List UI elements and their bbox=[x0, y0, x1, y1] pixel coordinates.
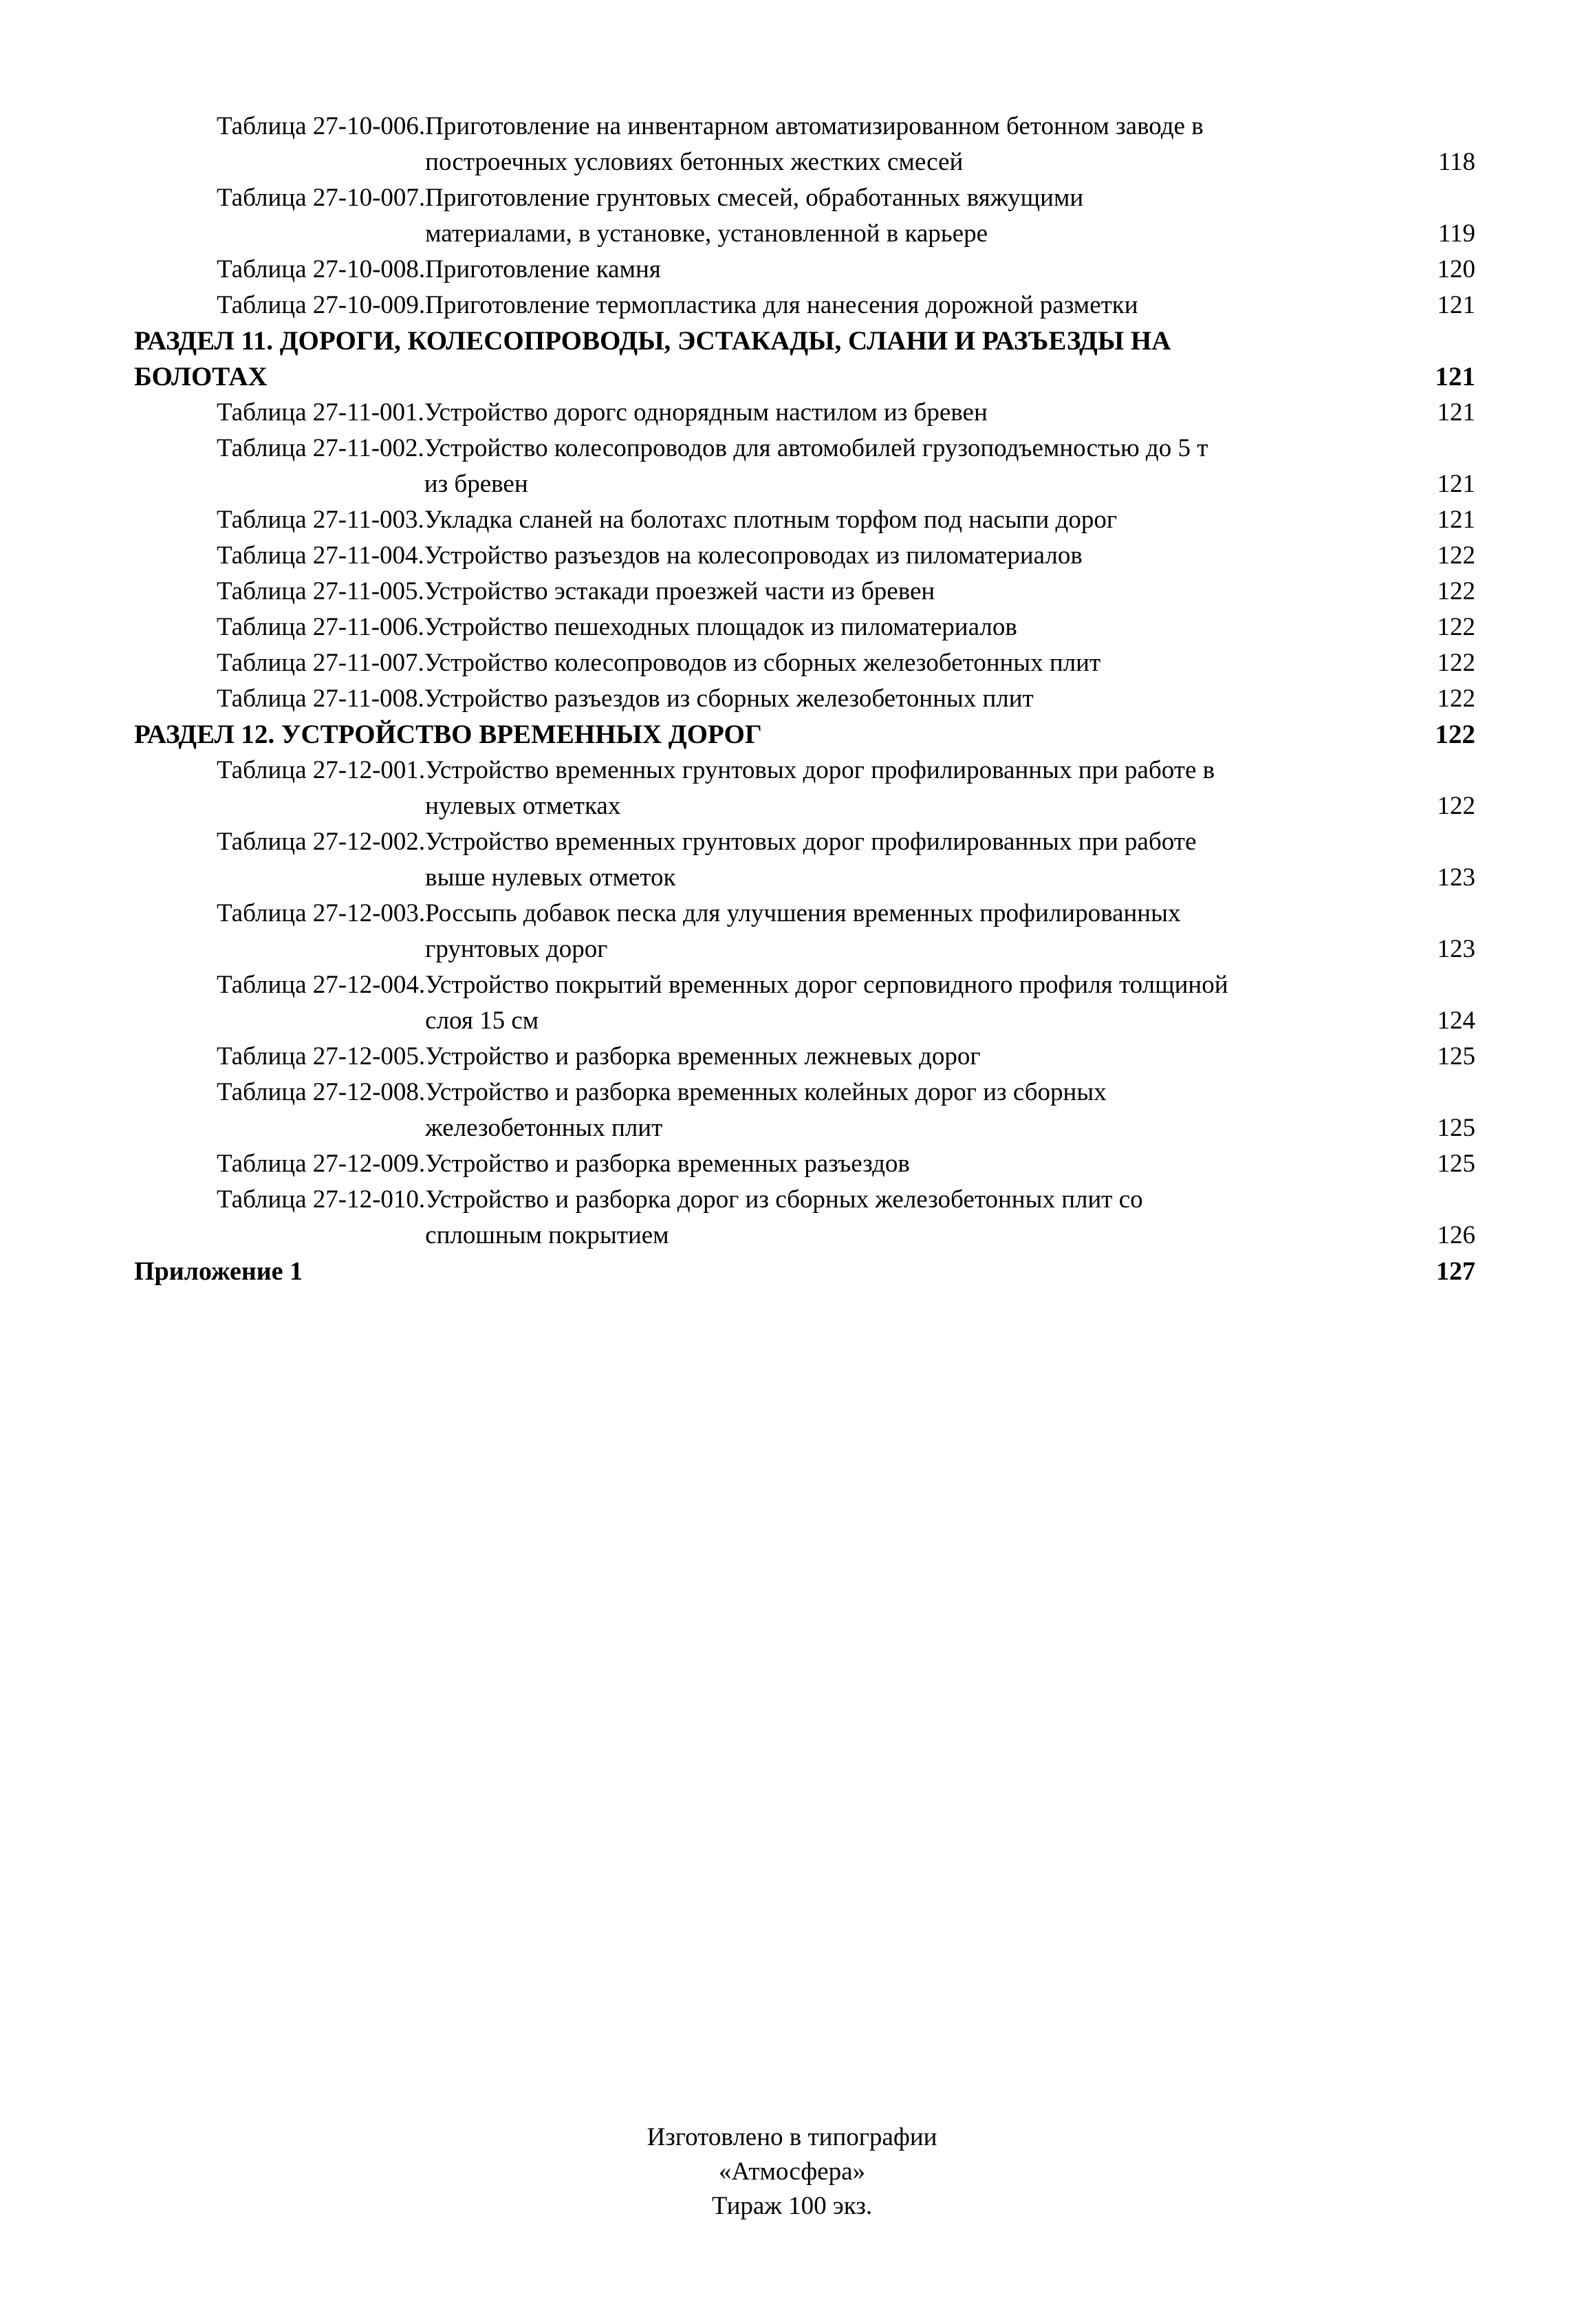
table-title bbox=[425, 753, 1475, 824]
page-number: 122 bbox=[1437, 649, 1475, 677]
page-number: 122 bbox=[1437, 613, 1475, 641]
toc-table-entry bbox=[134, 180, 1475, 252]
table-title-line: Устройство разъездов из сборных железобетонных плит bbox=[424, 685, 1034, 713]
table-of-contents bbox=[134, 109, 1475, 1289]
toc-appendix-entry bbox=[134, 1254, 1475, 1289]
toc-table-entry bbox=[134, 109, 1475, 180]
page-number: 125 bbox=[1437, 1042, 1475, 1070]
table-title bbox=[425, 180, 1475, 252]
table-title-line: железобетонных плит bbox=[425, 1114, 663, 1142]
table-number-label: Таблица 27-11-003. bbox=[217, 506, 424, 534]
toc-section-heading bbox=[134, 717, 1475, 753]
page-number: 122 bbox=[1437, 541, 1475, 570]
table-title bbox=[425, 824, 1475, 896]
table-title bbox=[425, 1146, 1475, 1182]
toc-table-entry bbox=[134, 896, 1475, 967]
table-title bbox=[425, 896, 1475, 967]
toc-section-heading bbox=[134, 323, 1475, 395]
page-number: 122 bbox=[1435, 720, 1475, 749]
table-number-label: Таблица 27-11-001. bbox=[217, 398, 424, 427]
toc-table-entry bbox=[134, 753, 1475, 824]
table-number-label: Таблица 27-12-010. bbox=[217, 1185, 426, 1214]
table-title bbox=[425, 1182, 1475, 1254]
page-number: 121 bbox=[1437, 470, 1475, 498]
page-number: 121 bbox=[1437, 506, 1475, 534]
page-number: 119 bbox=[1437, 219, 1475, 248]
table-title-line: Устройство дорогс однорядным настилом из бревен bbox=[424, 398, 988, 427]
table-title bbox=[424, 395, 1475, 431]
page-number: 125 bbox=[1437, 1150, 1475, 1178]
table-title-line: Устройство разъездов на колесопроводах из пиломатериалов bbox=[424, 541, 1083, 570]
table-title-line: Устройство временных грунтовых дорог профилированных при работе в bbox=[425, 756, 1215, 784]
toc-table-entry bbox=[134, 538, 1475, 574]
table-title-line: из бревен bbox=[424, 470, 528, 498]
table-number-label: Таблица 27-11-005. bbox=[217, 577, 424, 605]
table-number-label: Таблица 27-11-008. bbox=[217, 685, 424, 713]
table-title-line: Устройство пешеходных площадок из пиломатериалов bbox=[424, 613, 1017, 641]
table-title bbox=[424, 645, 1475, 681]
table-title bbox=[425, 1075, 1475, 1146]
table-number-label: Таблица 27-11-007. bbox=[217, 649, 424, 677]
table-number-label: Таблица 27-12-002. bbox=[217, 828, 426, 856]
table-number-label: Таблица 27-10-007. bbox=[217, 184, 426, 212]
page-number: 121 bbox=[1435, 362, 1475, 391]
toc-table-entry bbox=[134, 824, 1475, 896]
table-title bbox=[424, 502, 1475, 538]
section-title-line: РАЗДЕЛ 11. ДОРОГИ, КОЛЕСОПРОВОДЫ, ЭСТАКАДЫ, СЛАНИ И РАЗЪЕЗДЫ НА bbox=[134, 326, 1171, 356]
page-number: 123 bbox=[1437, 935, 1475, 963]
table-title-line: Устройство покрытий временных дорог серповидного профиля толщиной bbox=[425, 971, 1228, 999]
toc-table-entry bbox=[134, 502, 1475, 538]
table-title-line: Устройство и разборка временных колейных дорог из сборных bbox=[425, 1078, 1107, 1106]
table-title-line: Приготовление на инвентарном автоматизированном бетонном заводе в bbox=[425, 112, 1204, 140]
imprint-line-circulation: Тираж 100 экз. bbox=[711, 2192, 873, 2220]
table-title-line: слоя 15 см bbox=[425, 1007, 539, 1035]
toc-table-entry bbox=[134, 431, 1475, 502]
table-title bbox=[425, 252, 1475, 288]
table-number-label: Таблица 27-10-009. bbox=[217, 291, 426, 319]
page-number: 121 bbox=[1437, 291, 1475, 319]
toc-table-entry bbox=[134, 1075, 1475, 1146]
appendix-page-number: 127 bbox=[1436, 1257, 1475, 1286]
table-title-line: Россыпь добавок песка для улучшения временных профилированных bbox=[425, 899, 1181, 927]
table-title bbox=[425, 1039, 1475, 1075]
table-title bbox=[424, 431, 1475, 502]
page-number: 124 bbox=[1437, 1007, 1475, 1035]
page-number: 122 bbox=[1437, 792, 1475, 820]
toc-table-entry bbox=[134, 967, 1475, 1039]
table-title-line: Устройство и разборка временных лежневых дорог bbox=[425, 1042, 981, 1070]
table-title-line: выше нулевых отметок bbox=[425, 863, 676, 892]
section-title bbox=[134, 717, 1475, 753]
table-title bbox=[424, 681, 1475, 717]
toc-table-entry bbox=[134, 574, 1475, 610]
table-title-line: нулевых отметках bbox=[425, 792, 621, 820]
table-title-line: Устройство и разборка временных разъездов bbox=[425, 1150, 910, 1178]
table-number-label: Таблица 27-12-008. bbox=[217, 1078, 426, 1106]
table-title-line: Приготовление термопластика для нанесения дорожной разметки bbox=[425, 291, 1138, 319]
page-number: 121 bbox=[1437, 398, 1475, 427]
page-number: 122 bbox=[1437, 685, 1475, 713]
page-number: 122 bbox=[1437, 577, 1475, 605]
toc-table-entry bbox=[134, 1182, 1475, 1254]
toc-table-entry bbox=[134, 288, 1475, 323]
table-number-label: Таблица 27-11-004. bbox=[217, 541, 424, 570]
table-title bbox=[425, 288, 1475, 323]
table-number-label: Таблица 27-12-003. bbox=[217, 899, 426, 927]
table-title bbox=[424, 538, 1475, 574]
table-title-line: грунтовых дорог bbox=[425, 935, 608, 963]
table-number-label: Таблица 27-12-009. bbox=[217, 1150, 426, 1178]
toc-table-entry bbox=[134, 1039, 1475, 1075]
table-title-line: Приготовление камня bbox=[425, 255, 661, 283]
table-title-line: Устройство временных грунтовых дорог профилированных при работе bbox=[425, 828, 1197, 856]
table-title-line: Устройство колесопроводов из сборных железобетонных плит bbox=[424, 649, 1101, 677]
table-number-label: Таблица 27-10-006. bbox=[217, 112, 426, 140]
imprint-line-name: «Атмосфера» bbox=[718, 2158, 866, 2186]
table-number-label: Таблица 27-12-004. bbox=[217, 971, 426, 999]
toc-table-entry bbox=[134, 610, 1475, 645]
section-title bbox=[134, 323, 1475, 395]
toc-table-entry bbox=[134, 645, 1475, 681]
page-number: 126 bbox=[1437, 1221, 1475, 1249]
page-number: 118 bbox=[1437, 148, 1475, 176]
table-title-line: Приготовление грунтовых смесей, обработанных вяжущими bbox=[425, 184, 1084, 212]
page-number: 125 bbox=[1437, 1114, 1475, 1142]
appendix-label: Приложение 1 bbox=[134, 1257, 303, 1286]
table-title-line: Устройство и разборка дорог из сборных железобетонных плит со bbox=[425, 1185, 1143, 1214]
toc-table-entry bbox=[134, 681, 1475, 717]
printing-imprint bbox=[0, 2120, 1584, 2224]
table-title bbox=[425, 967, 1475, 1039]
table-title-line: Устройство эстакади проезжей части из бревен bbox=[424, 577, 935, 605]
table-title bbox=[425, 109, 1475, 180]
imprint-line-printer: Изготовлено в типографии bbox=[647, 2123, 937, 2151]
table-title-line: Устройство колесопроводов для автомобилей грузоподъемностью до 5 т bbox=[424, 434, 1208, 462]
table-title-line: материалами, в установке, установленной в карьере bbox=[425, 219, 988, 248]
table-title-line: Укладка сланей на болотахс плотным торфом под насыпи дорог bbox=[424, 506, 1118, 534]
page-number: 120 bbox=[1437, 255, 1475, 283]
toc-table-entry bbox=[134, 395, 1475, 431]
table-number-label: Таблица 27-12-005. bbox=[217, 1042, 426, 1070]
section-title-line: РАЗДЕЛ 12. УСТРОЙСТВО ВРЕМЕННЫХ ДОРОГ bbox=[134, 720, 762, 749]
table-title bbox=[424, 610, 1475, 645]
section-title-line: БОЛОТАХ bbox=[134, 362, 268, 391]
table-number-label: Таблица 27-11-002. bbox=[217, 434, 424, 462]
table-number-label: Таблица 27-11-006. bbox=[217, 613, 424, 641]
page-number: 123 bbox=[1437, 863, 1475, 892]
toc-table-entry bbox=[134, 252, 1475, 288]
table-title-line: построечных условиях бетонных жестких смесей bbox=[425, 148, 964, 176]
table-title-line: сплошным покрытием bbox=[425, 1221, 669, 1249]
table-title bbox=[424, 574, 1475, 610]
table-number-label: Таблица 27-10-008. bbox=[217, 255, 426, 283]
table-number-label: Таблица 27-12-001. bbox=[217, 756, 426, 784]
toc-table-entry bbox=[134, 1146, 1475, 1182]
